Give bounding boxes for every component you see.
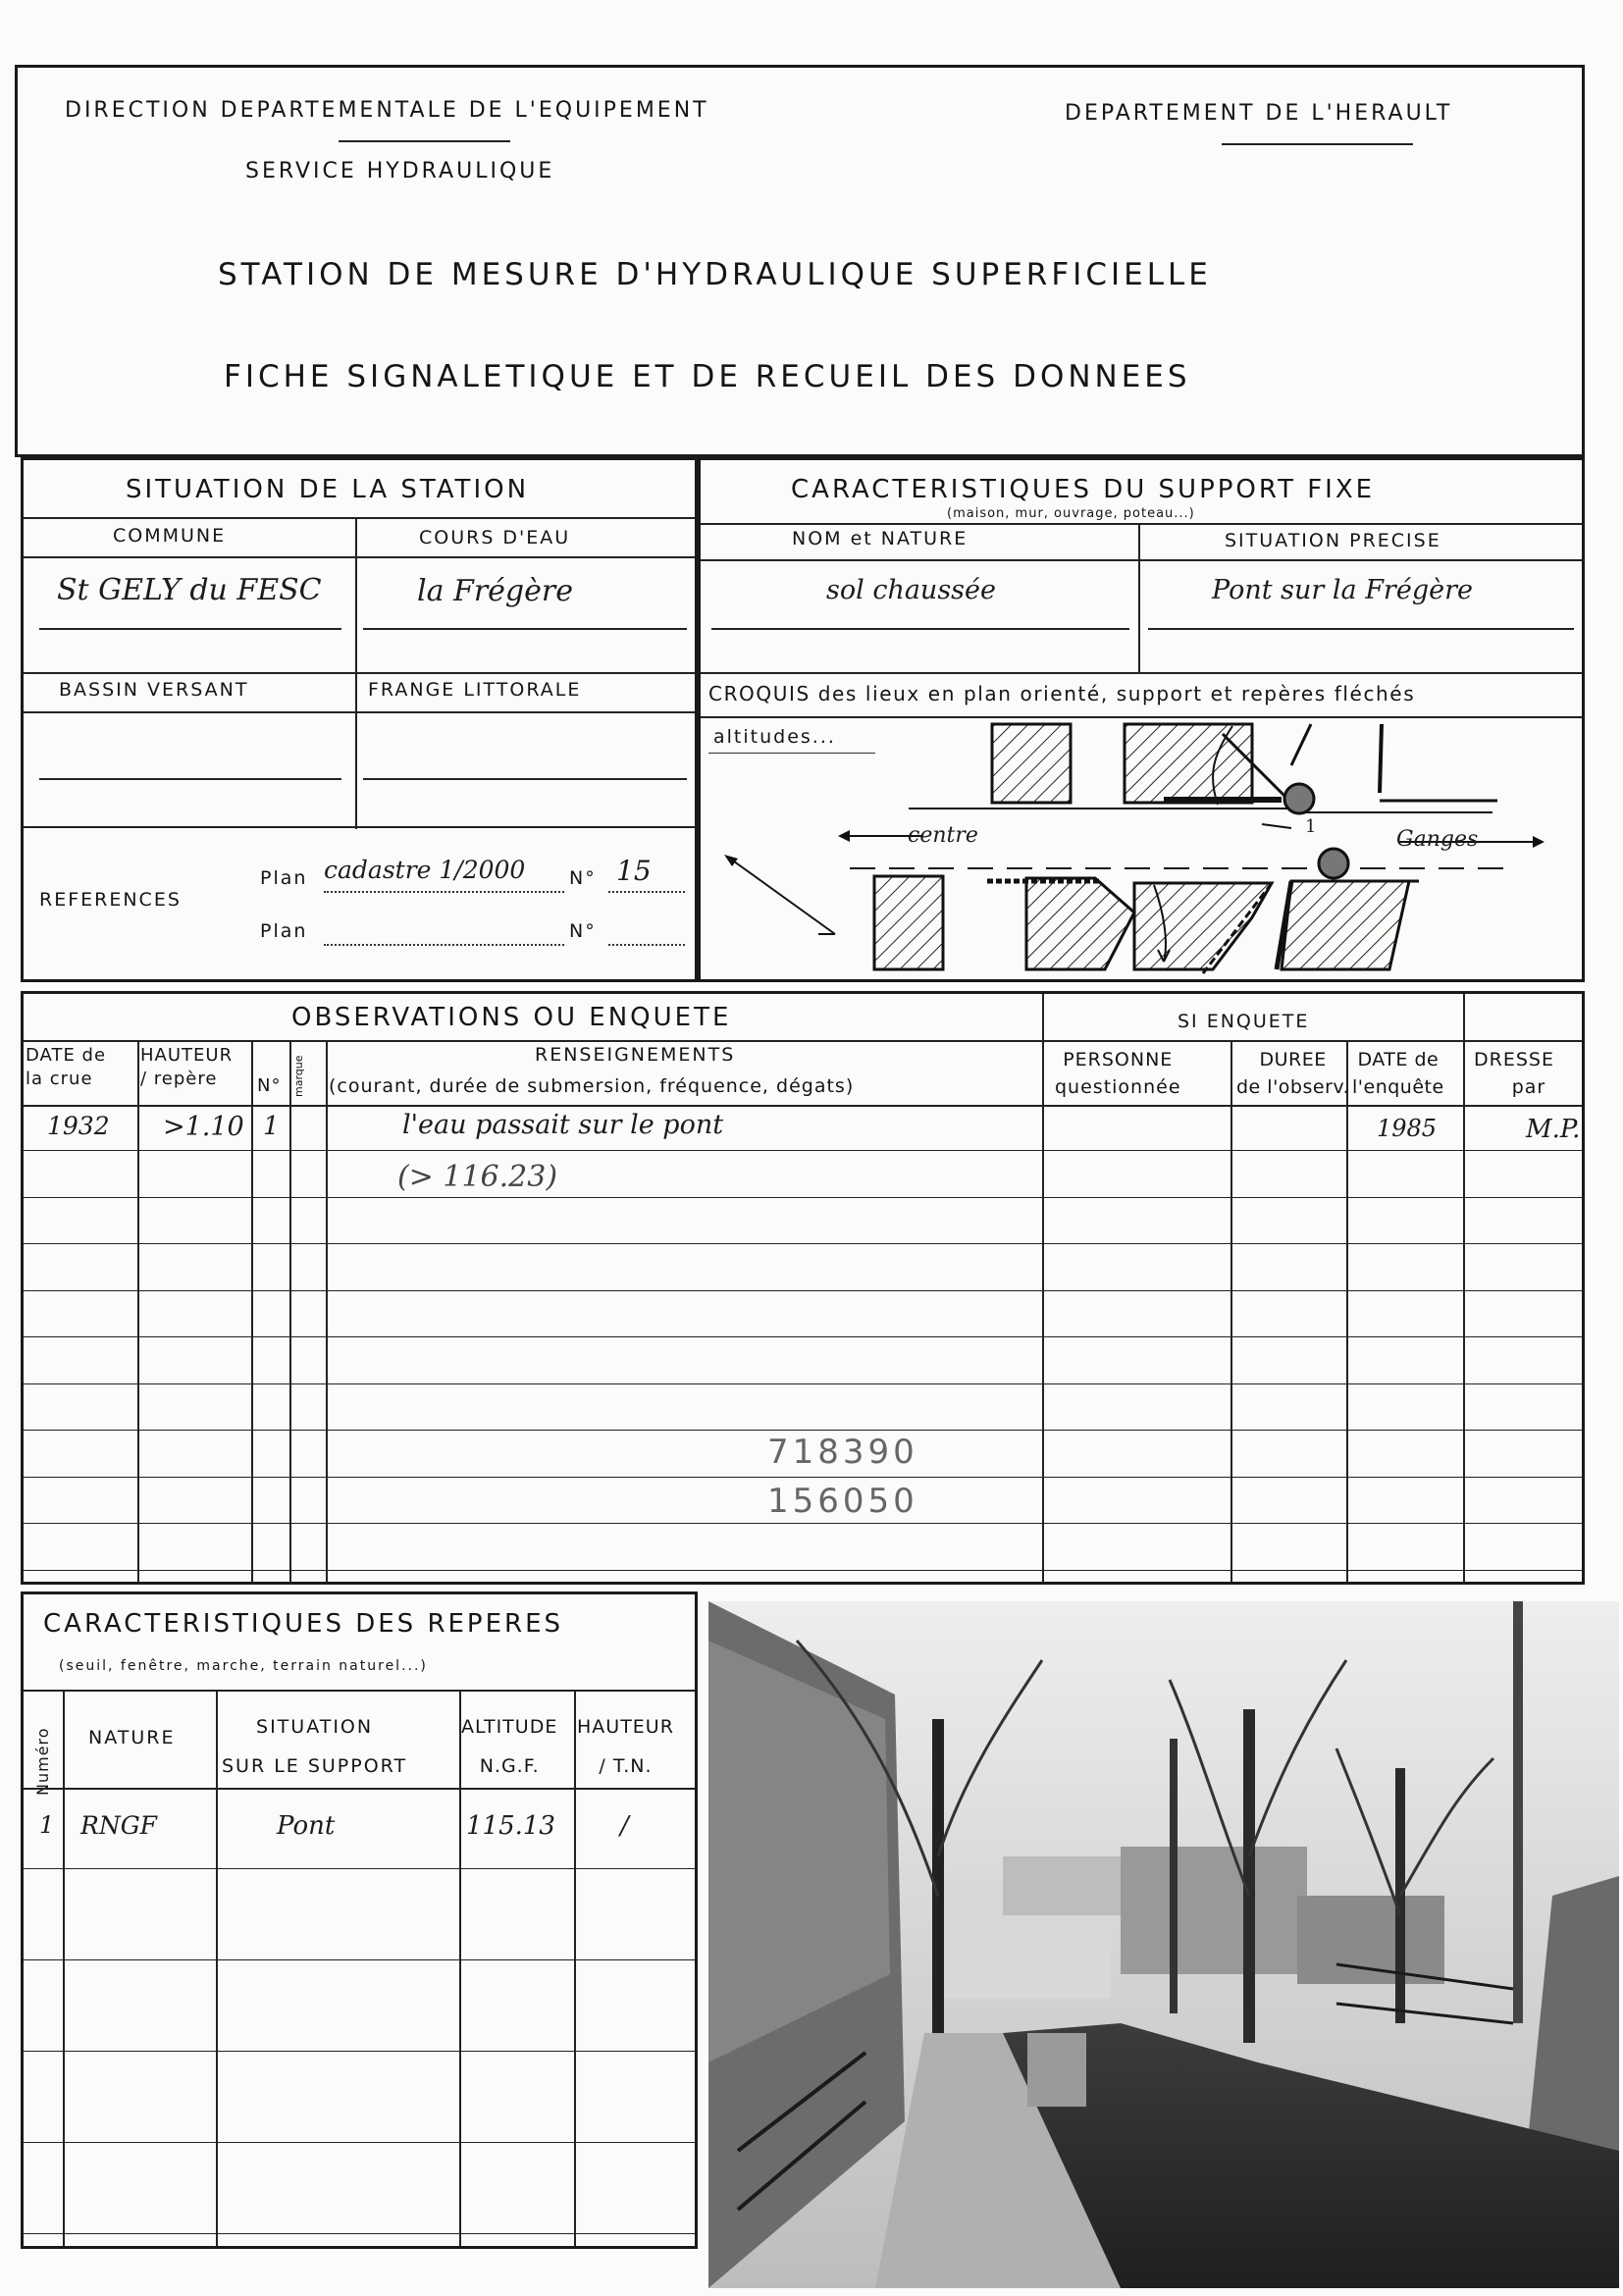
divider bbox=[363, 628, 687, 630]
divider bbox=[363, 778, 687, 780]
divider bbox=[1148, 628, 1574, 630]
divider bbox=[39, 778, 341, 780]
commune-label: COMMUNE bbox=[113, 525, 227, 547]
divider bbox=[39, 628, 341, 630]
form-row-line bbox=[24, 1243, 1582, 1244]
divider bbox=[289, 1040, 291, 1583]
no2-label: N° bbox=[569, 920, 597, 942]
form-row-line bbox=[24, 1336, 1582, 1337]
frange-label: FRANGE LITTORALE bbox=[368, 679, 582, 701]
obs-no: 1 bbox=[263, 1112, 280, 1141]
departement-underline bbox=[1222, 143, 1413, 145]
references-label: REFERENCES bbox=[39, 889, 182, 911]
rep-hauteur: / bbox=[620, 1811, 629, 1841]
form-row-line bbox=[24, 1959, 695, 1960]
col-no: N° bbox=[257, 1075, 282, 1096]
dotted-line bbox=[608, 891, 685, 893]
col-altitude: ALTITUDE N.G.F. bbox=[461, 1716, 558, 1777]
direction-underline bbox=[339, 140, 510, 142]
divider bbox=[24, 826, 695, 828]
divider bbox=[701, 559, 1582, 561]
bassin-label: BASSIN VERSANT bbox=[59, 679, 249, 701]
reperes-heading: CARACTERISTIQUES DES REPERES bbox=[43, 1609, 564, 1639]
divider bbox=[63, 1690, 65, 2246]
dotted-line bbox=[324, 944, 564, 946]
altitudes-label: altitudes... bbox=[713, 726, 836, 748]
col-numero: Numéro bbox=[33, 1727, 52, 1796]
divider bbox=[216, 1690, 218, 2246]
col-situation: SITUATION SUR LE SUPPORT bbox=[222, 1716, 408, 1777]
support-heading: CARACTERISTIQUES DU SUPPORT FIXE bbox=[791, 475, 1376, 504]
situation-precise-value: Pont sur la Frégère bbox=[1212, 575, 1473, 605]
obs-date: 1932 bbox=[47, 1112, 110, 1140]
divider bbox=[1463, 994, 1465, 1583]
situation-precise-label: SITUATION PRECISE bbox=[1225, 530, 1441, 551]
observations-heading: OBSERVATIONS OU ENQUETE bbox=[291, 1003, 732, 1032]
service-label: SERVICE HYDRAULIQUE bbox=[245, 159, 555, 183]
situation-heading: SITUATION DE LA STATION bbox=[126, 475, 530, 504]
street-photo bbox=[708, 1601, 1619, 2288]
sketch-label-centre: centre bbox=[908, 823, 978, 848]
rep-altitude: 115.13 bbox=[466, 1811, 555, 1841]
divider bbox=[24, 517, 695, 519]
obs-date-enquete: 1985 bbox=[1377, 1115, 1438, 1142]
plan2-label: Plan bbox=[260, 920, 308, 942]
rep-nature: RNGF bbox=[80, 1811, 158, 1840]
pencil-coordinate-x: 718390 bbox=[767, 1433, 918, 1472]
no1-value: 15 bbox=[616, 855, 652, 887]
divider bbox=[1230, 1040, 1232, 1583]
plan1-value: cadastre 1/2000 bbox=[324, 856, 526, 884]
plan1-label: Plan bbox=[260, 867, 308, 889]
sketch-label-ganges: Ganges bbox=[1396, 827, 1479, 852]
divider bbox=[137, 1040, 139, 1583]
col-personne: PERSONNE questionnée bbox=[1055, 1049, 1181, 1098]
street-photo-image bbox=[708, 1601, 1619, 2288]
rep-situation: Pont bbox=[277, 1811, 336, 1841]
divider bbox=[701, 672, 1582, 674]
form-row-line bbox=[24, 1570, 1582, 1571]
cours-label: COURS D'EAU bbox=[419, 527, 571, 548]
col-marque: marque bbox=[292, 1055, 305, 1097]
sketch-marker-number: 1 bbox=[1305, 816, 1317, 837]
col-date-crue: DATE de la crue bbox=[26, 1045, 107, 1089]
nom-value: sol chaussée bbox=[826, 575, 996, 605]
form-row-line bbox=[24, 2233, 695, 2234]
divider bbox=[24, 1788, 695, 1790]
divider bbox=[701, 523, 1582, 525]
form-row-line bbox=[24, 1197, 1582, 1198]
form-row-line bbox=[24, 1430, 1582, 1431]
dotted-line bbox=[324, 891, 564, 893]
obs-hauteur: >1.10 bbox=[163, 1112, 244, 1142]
col-nature: NATURE bbox=[88, 1727, 176, 1748]
col-renseignements-title: RENSEIGNEMENTS bbox=[535, 1044, 736, 1066]
commune-value: St GELY du FESC bbox=[57, 573, 322, 607]
croquis-label: CROQUIS des lieux en plan orienté, support et repères fléchés bbox=[708, 682, 1416, 705]
divider bbox=[1138, 523, 1140, 672]
divider bbox=[24, 556, 695, 558]
title-line-1: STATION DE MESURE D'HYDRAULIQUE SUPERFICIELLE bbox=[218, 257, 1212, 292]
obs-renseignements: l'eau passait sur le pont bbox=[402, 1110, 724, 1140]
col-dresse: DRESSE par bbox=[1474, 1049, 1554, 1098]
divider bbox=[24, 1105, 1582, 1107]
form-row-line bbox=[24, 1868, 695, 1869]
divider bbox=[1042, 994, 1044, 1583]
col-renseignements-sub: (courant, durée de submersion, fréquence, dégats) bbox=[329, 1075, 855, 1097]
col-hauteur: HAUTEUR / repère bbox=[140, 1045, 234, 1089]
col-hauteur-tn: HAUTEUR / T.N. bbox=[577, 1716, 674, 1777]
rep-numero: 1 bbox=[39, 1811, 55, 1839]
divider bbox=[251, 1040, 253, 1583]
form-row-line bbox=[24, 2142, 695, 2143]
direction-label: DIRECTION DEPARTEMENTALE DE L'EQUIPEMENT bbox=[65, 98, 709, 123]
divider bbox=[24, 672, 695, 674]
divider bbox=[711, 628, 1129, 630]
divider bbox=[326, 1040, 328, 1583]
title-line-2: FICHE SIGNALETIQUE ET DE RECUEIL DES DONNEES bbox=[224, 359, 1191, 394]
form-row-line bbox=[24, 2051, 695, 2052]
form-row-line bbox=[24, 1150, 1582, 1151]
si-enquete-label: SI ENQUETE bbox=[1178, 1011, 1310, 1032]
support-subheading: (maison, mur, ouvrage, poteau...) bbox=[947, 506, 1195, 521]
divider bbox=[574, 1690, 576, 2246]
col-date-enquete: DATE de l'enquête bbox=[1352, 1049, 1444, 1098]
divider bbox=[24, 1690, 695, 1692]
col-duree: DUREE de l'observ. bbox=[1236, 1049, 1350, 1098]
form-row-line bbox=[24, 1383, 1582, 1384]
reperes-subheading: (seuil, fenêtre, marche, terrain naturel...) bbox=[59, 1658, 428, 1674]
obs-dresse: M.P. bbox=[1526, 1115, 1581, 1144]
departement-label: DEPARTEMENT DE L'HERAULT bbox=[1065, 101, 1453, 126]
form-row-line bbox=[24, 1290, 1582, 1291]
divider bbox=[24, 711, 695, 713]
pencil-coordinate-y: 156050 bbox=[767, 1482, 918, 1521]
divider bbox=[1346, 1040, 1348, 1583]
no1-label: N° bbox=[569, 867, 597, 889]
form-row-line bbox=[24, 1477, 1582, 1478]
obs-altitude-note: (> 116.23) bbox=[397, 1160, 558, 1194]
nom-label: NOM et NATURE bbox=[792, 528, 969, 549]
form-row-line bbox=[24, 1523, 1582, 1524]
dotted-line bbox=[608, 944, 685, 946]
cours-value: la Frégère bbox=[417, 574, 573, 608]
